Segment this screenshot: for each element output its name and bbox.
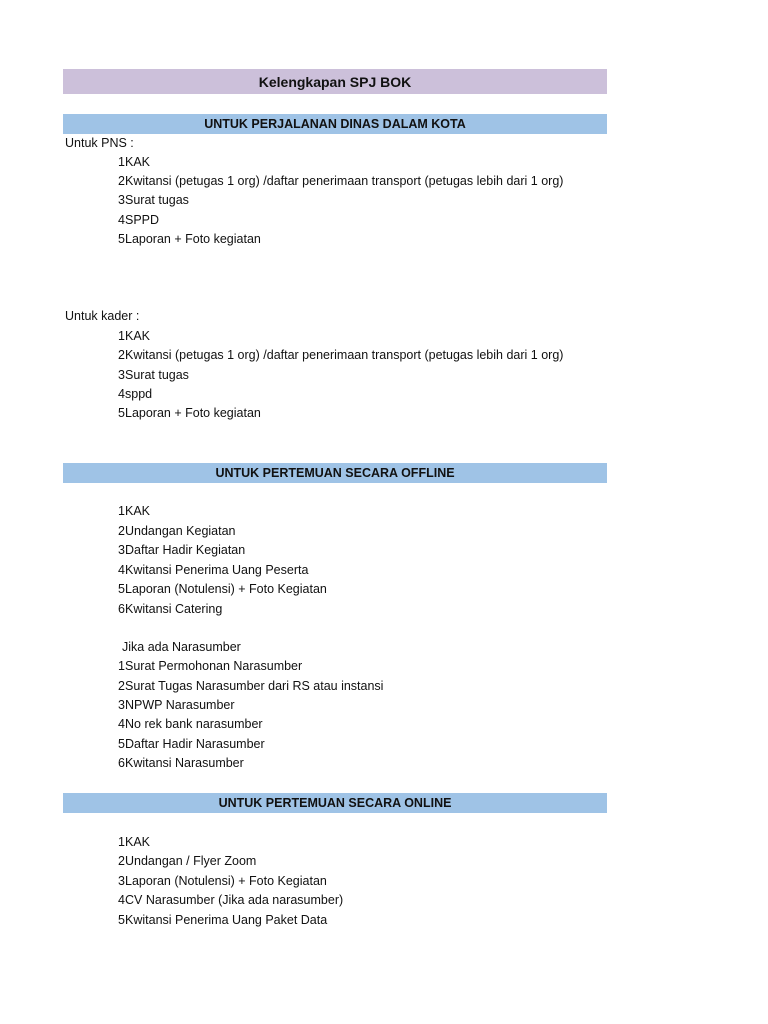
item-number: 2 bbox=[118, 174, 125, 188]
item-number: 4 bbox=[118, 563, 125, 577]
item-number: 2 bbox=[118, 524, 125, 538]
group-label-narasumber: Jika ada Narasumber bbox=[122, 640, 241, 654]
item-text: Kwitansi Catering bbox=[125, 602, 223, 616]
item-text: sppd bbox=[125, 387, 153, 401]
item-number: 2 bbox=[118, 679, 125, 693]
item-number: 3 bbox=[118, 368, 125, 382]
item-number: 5 bbox=[118, 737, 125, 751]
item-number: 4 bbox=[118, 893, 125, 907]
item-number: 3 bbox=[118, 698, 125, 712]
document-title-text: Kelengkapan SPJ BOK bbox=[258, 73, 412, 90]
item-number: 4 bbox=[118, 717, 125, 731]
item-text: Kwitansi (petugas 1 org) /daftar penerimaan transport (petugas lebih dari 1 org) bbox=[125, 174, 564, 188]
item-text: SPPD bbox=[125, 213, 160, 227]
item-text: Surat tugas bbox=[125, 193, 189, 207]
item-text: Daftar Hadir Narasumber bbox=[125, 737, 265, 751]
item-text: Undangan Kegiatan bbox=[125, 524, 236, 538]
item-number: 1 bbox=[118, 155, 125, 169]
item-text: KAK bbox=[125, 835, 151, 849]
item-number: 3 bbox=[118, 874, 125, 888]
group-label-pns: Untuk PNS : bbox=[65, 136, 134, 150]
item-text: Daftar Hadir Kegiatan bbox=[125, 543, 246, 557]
item-text: KAK bbox=[125, 329, 151, 343]
item-number: 1 bbox=[118, 659, 125, 673]
item-text: No rek bank narasumber bbox=[125, 717, 263, 731]
item-number: 2 bbox=[118, 348, 125, 362]
section-heading-text: UNTUK PERJALANAN DINAS DALAM KOTA bbox=[204, 117, 466, 131]
item-text: Surat Tugas Narasumber dari RS atau instansi bbox=[125, 679, 384, 693]
item-text: Kwitansi Penerima Uang Peserta bbox=[125, 563, 309, 577]
section-heading-text: UNTUK PERTEMUAN SECARA ONLINE bbox=[218, 796, 452, 810]
item-text: Kwitansi (petugas 1 org) /daftar penerimaan transport (petugas lebih dari 1 org) bbox=[125, 348, 564, 362]
section-heading-text: UNTUK PERTEMUAN SECARA OFFLINE bbox=[215, 466, 455, 480]
section-heading-online bbox=[63, 793, 607, 813]
item-text: KAK bbox=[125, 155, 151, 169]
item-text: NPWP Narasumber bbox=[125, 698, 235, 712]
item-number: 5 bbox=[118, 232, 125, 246]
item-text: Laporan + Foto kegiatan bbox=[125, 232, 261, 246]
item-number: 4 bbox=[118, 387, 125, 401]
item-text: Undangan / Flyer Zoom bbox=[125, 854, 257, 868]
item-number: 3 bbox=[118, 543, 125, 557]
item-text: Kwitansi Narasumber bbox=[125, 756, 244, 770]
item-text: Surat Permohonan Narasumber bbox=[125, 659, 303, 673]
item-number: 6 bbox=[118, 756, 125, 770]
section-heading-offline bbox=[63, 463, 607, 483]
item-text: Kwitansi Penerima Uang Paket Data bbox=[125, 913, 328, 927]
item-number: 1 bbox=[118, 504, 125, 518]
item-text: Laporan + Foto kegiatan bbox=[125, 406, 261, 420]
item-text: Surat tugas bbox=[125, 368, 189, 382]
item-number: 6 bbox=[118, 602, 125, 616]
item-number: 5 bbox=[118, 582, 125, 596]
section-heading-perjalanan-dinas bbox=[63, 114, 607, 134]
item-number: 5 bbox=[118, 913, 125, 927]
item-number: 1 bbox=[118, 329, 125, 343]
item-number: 4 bbox=[118, 213, 125, 227]
document-title bbox=[63, 69, 607, 94]
item-number: 3 bbox=[118, 193, 125, 207]
item-number: 1 bbox=[118, 835, 125, 849]
group-label-kader: Untuk kader : bbox=[65, 309, 140, 323]
item-text: KAK bbox=[125, 504, 151, 518]
item-number: 2 bbox=[118, 854, 125, 868]
item-text: Laporan (Notulensi) + Foto Kegiatan bbox=[125, 874, 327, 888]
item-text: Laporan (Notulensi) + Foto Kegiatan bbox=[125, 582, 327, 596]
item-number: 5 bbox=[118, 406, 125, 420]
item-text: CV Narasumber (Jika ada narasumber) bbox=[125, 893, 344, 907]
